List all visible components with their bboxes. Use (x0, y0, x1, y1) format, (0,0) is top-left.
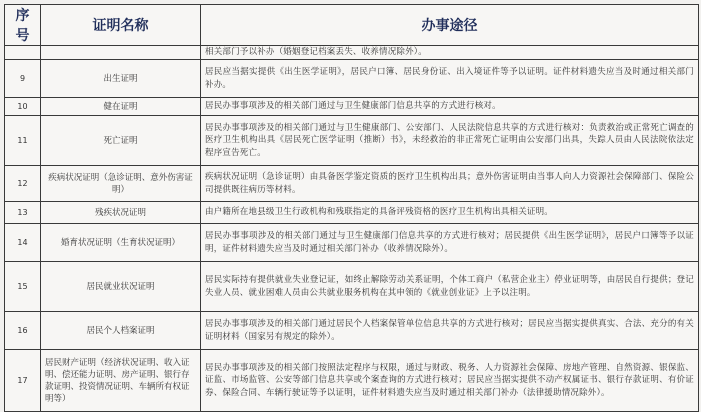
row-number: 9 (5, 60, 41, 98)
row-number: 10 (5, 98, 41, 116)
header-number: 序号 (5, 5, 41, 46)
row-number (5, 46, 41, 60)
procedure-text: 居民办事事项涉及的相关部门通过与卫生健康部门信息共享的方式进行核对；居民提供《出生医学证明》，居民户口簿等予以证明，证件材料遗失应当及时通过相关部门补办（收养情况除外）。 (201, 224, 699, 262)
certificate-name: 居民个人档案证明 (41, 312, 201, 350)
header-procedure: 办事途径 (201, 5, 699, 46)
table-row (5, 350, 699, 412)
procedure-text: 相关部门予以补办（婚姻登记档案丢失、收养情况除外）。 (201, 46, 699, 60)
procedure-text: 居民办事事项涉及的相关部门按照法定程序与权限，通过与财政、税务、人力资源社会保障、房地产管理、自然资源、银保监、证监、市场监管、公安等部门信息共享或个案查询的方式进行核对；居民应当据实提供不动产权属证书、银行存款证明、有价证券、保险合同、车辆行驶证等予以证明，证件材料遗失应当及时通过相关部门补办（法律援助情况除外）。 (201, 350, 699, 412)
procedure-text: 由户籍所在地县级卫生行政机构和残联指定的具备评残资格的医疗卫生机构出具相关证明。 (201, 202, 699, 224)
procedure-text: 居民办事事项涉及的相关部门通过与卫生健康部门信息共享的方式进行核对。 (201, 98, 699, 116)
procedure-text: 居民应当据实提供《出生医学证明》，居民户口簿、居民身份证、出入境证件等予以证明。证件材料遗失应当及时通过相关部门补办。 (201, 60, 699, 98)
header-row (5, 5, 699, 46)
table-row (5, 60, 699, 98)
certificate-name: 出生证明 (41, 60, 201, 98)
procedure-text: 居民办事事项涉及的相关部门通过居民个人档案保管单位信息共享的方式进行核对；居民应当据实提供真实、合法、充分的有关证明材料（国家另有规定的除外）。 (201, 312, 699, 350)
procedure-text: 疾病状况证明（急诊证明）由具备医学鉴定资质的医疗卫生机构出具；意外伤害证明由当事人向人力资源社会保障部门、保险公司提供既往病历等材料。 (201, 166, 699, 202)
row-number: 12 (5, 166, 41, 202)
certificate-name: 残疾状况证明 (41, 202, 201, 224)
table-row (5, 312, 699, 350)
header-certificate-name: 证明名称 (41, 5, 201, 46)
table-row (5, 224, 699, 262)
procedure-text: 居民实际持有提供就业失业登记证，如终止解除劳动关系证明，个体工商户（私营企业主）停业证明等，由居民自行提供；登记失业人员、就业困难人员由公共就业服务机构在其申领的《就业创业证》上予以注明。 (201, 262, 699, 312)
table-row (5, 46, 699, 60)
certificate-name: 居民财产证明（经济状况证明、收入证明、偿还能力证明、房产证明、银行存款证明、投资情况证明、车辆所有权证明等） (41, 350, 201, 412)
certificate-name: 疾病状况证明（急诊证明、意外伤害证明） (41, 166, 201, 202)
certificate-name: 死亡证明 (41, 116, 201, 166)
table-row (5, 262, 699, 312)
procedure-text: 居民办事事项涉及的相关部门通过与卫生健康部门、公安部门、人民法院信息共享的方式进行核对：负责救治或正常死亡调查的医疗卫生机构出具《居民死亡医学证明（推断）书》，未经救治的非正常死亡证明由公安部门出具，失踪人员由人民法院依法定程序宣告死亡。 (201, 116, 699, 166)
table-row (5, 116, 699, 166)
row-number: 14 (5, 224, 41, 262)
row-number: 15 (5, 262, 41, 312)
row-number: 13 (5, 202, 41, 224)
certificate-name: 健在证明 (41, 98, 201, 116)
row-number: 17 (5, 350, 41, 412)
certificate-name (41, 46, 201, 60)
certificate-table (4, 4, 699, 412)
table-row (5, 202, 699, 224)
table-row (5, 98, 699, 116)
certificate-name: 婚育状况证明（生育状况证明） (41, 224, 201, 262)
row-number: 16 (5, 312, 41, 350)
certificate-name: 居民就业状况证明 (41, 262, 201, 312)
table-row (5, 166, 699, 202)
row-number: 11 (5, 116, 41, 166)
